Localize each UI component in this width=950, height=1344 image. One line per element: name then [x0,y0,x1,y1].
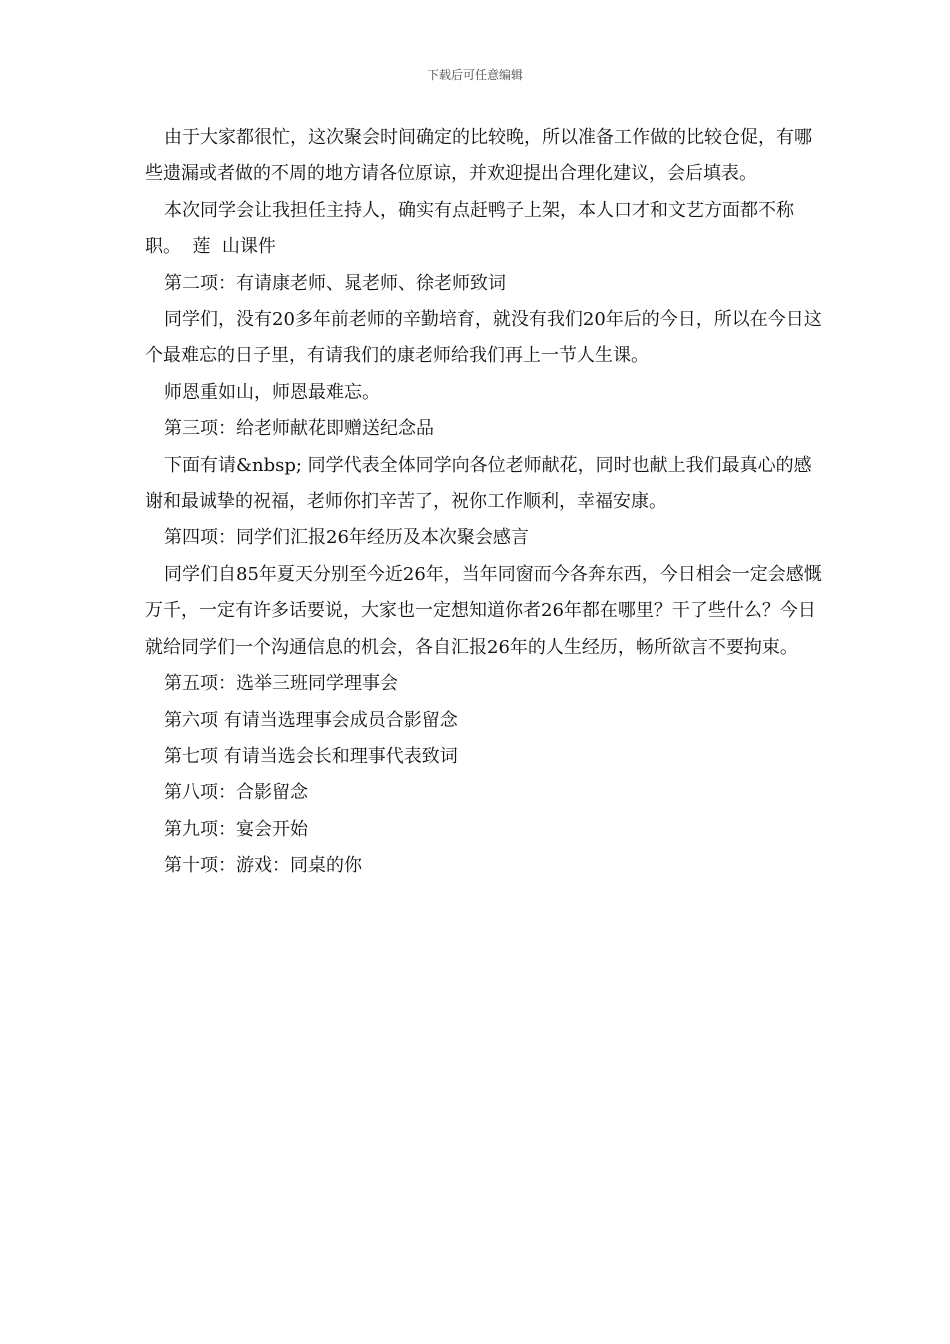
agenda-item-7: 第七项 有请当选会长和理事代表致词 [164,745,458,767]
paragraph-host-remark: 本次同学会让我担任主持人，确实有点赶鸭子上架，本人口才和文艺方面都不称职。 莲 山课件 [145,199,794,258]
agenda-item-8: 第八项：合影留念 [164,782,308,804]
paragraph-flower-presentation: 下面有请&nbsp; 同学代表全体同学向各位老师献花，同时也献上我们最真心的感谢和最诚挚的祝福，老师你扪辛苦了，祝你工作顺利，幸福安康。 [145,454,812,513]
agenda-item-2: 第二项：有请康老师、晁老师、徐老师致词 [164,272,506,294]
agenda-item-6: 第六项 有请当选理事会成员合影留念 [164,709,458,731]
document-body [145,120,825,885]
paragraph-classmates-report: 同学们自85年夏天分别至今近26年，当年同窗而今各奔东西，今日相会一定会感慨万千，一定有许多话要说，大家也一定想知道你者26年都在哪里？干了些什么？今日就给同学们一个沟通信息的机会，各自汇报26年的人生经历，畅所欲言不要拘束。 [145,563,822,658]
page-header: 下载后可任意编辑 [426,68,523,82]
paragraph-teacher-gratitude: 师恩重如山，师恩最难忘。 [164,381,380,403]
paragraph-teacher-thanks: 同学们，没有20多年前老师的辛勤培育，就没有我们20年后的今日，所以在今日这个最难忘的日子里，有请我们的康老师给我们再上一节人生课。 [145,309,822,367]
paragraph-intro-apology: 由于大家都很忙，这次聚会时间确定的比较晚，所以准备工作做的比较仓促，有哪些遗漏或者做的不周的地方请各位原谅，并欢迎提出合理化建议，会后填表。 [145,127,812,185]
agenda-item-4: 第四项：同学们汇报26年经历及本次聚会感言 [164,527,529,549]
agenda-item-9: 第九项：宴会开始 [164,818,308,840]
agenda-item-3: 第三项：给老师献花即赠送纪念品 [164,418,434,440]
agenda-item-10: 第十项：游戏：同桌的你 [164,855,362,877]
agenda-item-5: 第五项：选举三班同学理事会 [164,673,398,695]
